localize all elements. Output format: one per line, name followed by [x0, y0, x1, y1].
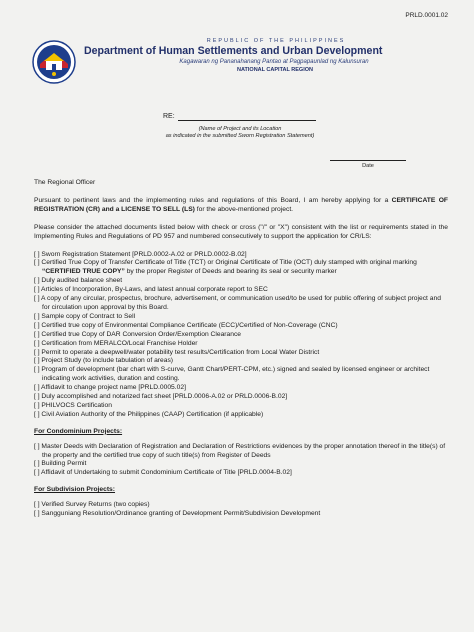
dhsud-seal-logo	[32, 40, 76, 84]
condominium-item: [ ] Master Deeds with Declaration of Registration and Declaration of Restrictions evidences by the proper annotation thereof in the title(s) of the property and the certified true copy of such title(s) from Register of Deeds	[34, 442, 446, 459]
letter-body	[34, 179, 448, 519]
application-paragraph	[34, 197, 448, 215]
requirement-item: [ ] Sworn Registration Statement [PRLD.0002-A.02 or PRLD.0002-B.02]	[34, 250, 247, 258]
department-tagalog: Kagawaran ng Pananahanang Pantao at Pagpapaunlad ng Kalunsuran	[179, 59, 369, 65]
requirement-item: [ ] A copy of any circular, prospectus, brochure, advertisement, or communication used/to be used for public offering of subject project and for circulation upon approval by this Board.	[34, 295, 441, 311]
requirement-item	[34, 259, 448, 277]
condominium-section-title: For Condominium Projects:	[34, 427, 123, 435]
salutation: The Regional Officer	[34, 179, 96, 186]
re-note-line1: (Name of Project and its Location	[198, 126, 282, 132]
requirement-item: [ ] Program of development (bar chart with S-curve, Gantt Chart/PERT-CPM, etc.) signed and sealed by licensed engineer or architect indicating work activities, duration and costing.	[34, 366, 430, 383]
subdivision-item: [ ] Verified Survey Returns (two copies)	[34, 501, 150, 509]
para1-text-end: for the above-mentioned project.	[194, 205, 294, 213]
re-blank-line	[178, 120, 316, 121]
requirement-bold-marking: “CERTIFIED TRUE COPY”	[42, 268, 125, 276]
requirement-item: [ ] PHILVOCS Certification	[34, 401, 112, 409]
condominium-item: [ ] Building Permit	[34, 460, 87, 468]
requirement-item: [ ] Duly audited balance sheet	[34, 277, 123, 285]
date-label: Date	[362, 163, 374, 169]
requirement-item: [ ] Project Study (to include tabulation of areas)	[34, 357, 174, 365]
form-code: PRLD.0001.02	[405, 12, 448, 19]
requirements-list	[34, 251, 448, 420]
requirement-item: [ ] Permit to operate a deepwell/water potability test results/Certification from Local Water District	[34, 348, 320, 356]
re-note-line2: as indicated in the submitted Sworn Registration Statement)	[165, 132, 315, 139]
re-note	[140, 126, 340, 140]
requirement-item: [ ] Affidavit to change project name [PRLD.0005.02]	[34, 384, 186, 392]
date-blank-line	[330, 160, 406, 161]
para1-bold: CERTIFICATE OF REGISTRATION (CR) and a LICENSE TO SELL (LS)	[34, 196, 448, 213]
requirement-item: [ ] Duly accomplished and notarized fact sheet [PRLD.0006-A.02 or PRLD.0006-B.02]	[34, 393, 288, 401]
condominium-item: [ ] Affidavit of Undertaking to submit Condominium Certificate of Title [PRLD.0004-B.02]	[34, 469, 292, 477]
subdivision-section-title: For Subdivision Projects:	[34, 486, 116, 494]
requirement-item: [ ] Certification from MERALCO/Local Franchise Holder	[34, 339, 198, 347]
re-label: RE:	[163, 113, 175, 120]
requirement-item: [ ] Certified true Copy of DAR Conversion Order/Exemption Clearance	[34, 330, 242, 338]
requirement-item: [ ] Certified true copy of Environmental Compliance Certificate (ECC)/Certified of Non-Coverage (CNC)	[34, 321, 338, 329]
subdivision-item: [ ] Sangguniang Resolution/Ordinance granting of Development Permit/Subdivision Development	[34, 510, 321, 518]
instructions-paragraph: Please consider the attached documents listed below with check or cross ("/" or "X") consistent with the list or requirements stated in the Implementing Rules and Regulations of PD 957 and numbered consecutively to support the application for CR/LS:	[34, 223, 448, 240]
requirement-item: [ ] Sample copy of Contract to Sell	[34, 312, 136, 320]
republic-heading: REPUBLIC OF THE PHILIPPINES	[206, 38, 346, 44]
requirement-text: [ ] Certified True Copy of Transfer Certificate of Title (TCT) or Original Certificate of Title (OCT) duly stamped with original marking	[34, 259, 417, 267]
subdivision-list	[34, 501, 448, 519]
condominium-list	[34, 443, 448, 479]
letterhead	[84, 38, 454, 73]
requirement-item: [ ] Civil Aviation Authority of the Philippines (CAAP) Certification (if applicable)	[34, 410, 264, 418]
requirement-item: [ ] Articles of Incorporation, By-Laws, and latest annual corporate report to SEC	[34, 286, 268, 294]
region-name: NATIONAL CAPITAL REGION	[237, 67, 313, 73]
para1-text: Pursuant to pertinent laws and the implementing rules and regulations of this Board, I am hereby applying for a	[34, 196, 392, 204]
department-name: Department of Human Settlements and Urban Development	[84, 45, 383, 57]
requirement-text-end: by the proper Register of Deeds and bearing its seal or security marker	[124, 268, 337, 276]
